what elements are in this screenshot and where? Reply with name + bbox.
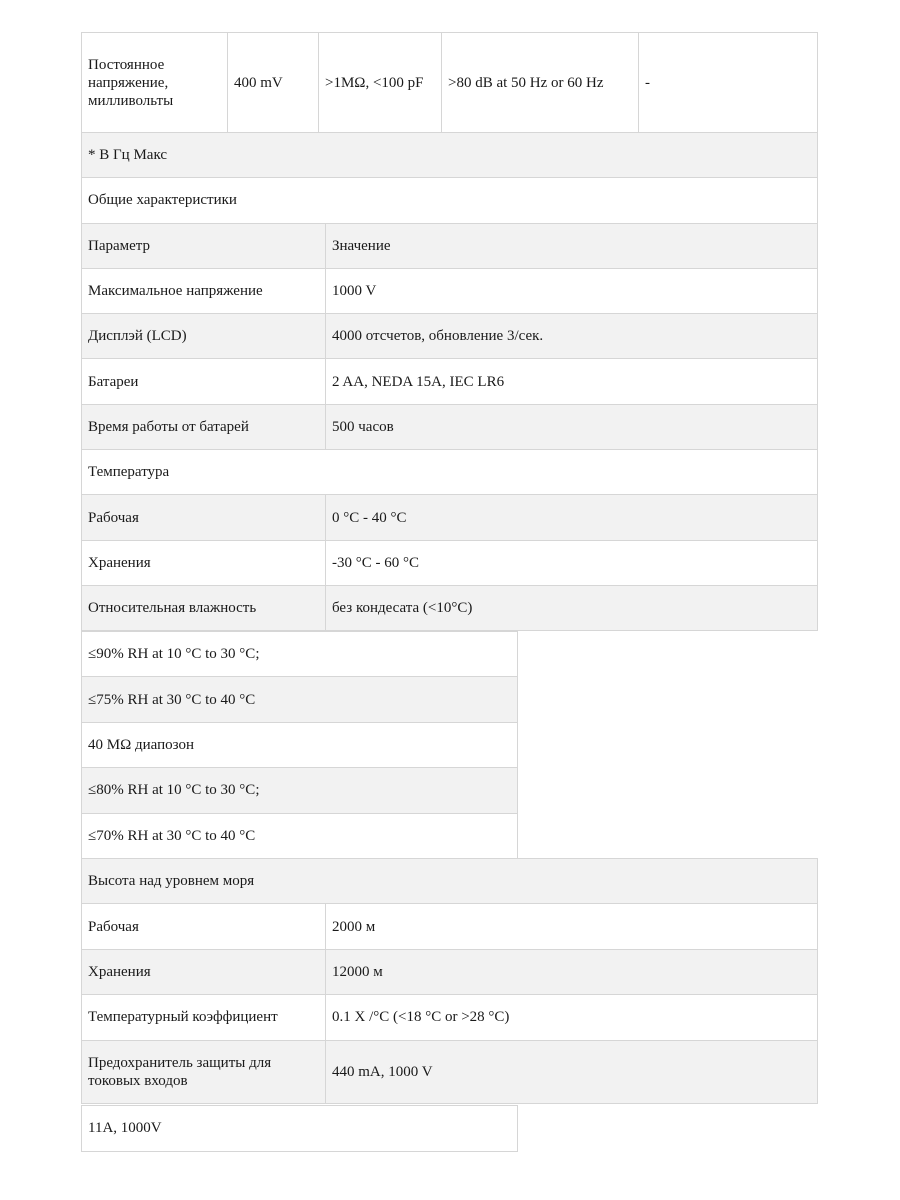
table-row [82,632,518,677]
param-cell: Предохранитель защиты для токовых входов [82,1040,326,1103]
table-row [82,904,818,949]
table-row [82,359,818,404]
table-row [82,1040,818,1103]
section-title: Общие характеристики [82,178,818,223]
value-cell: 500 часов [326,404,818,449]
value-cell: 4000 отсчетов, обновление 3/сек. [326,314,818,359]
param-cell: Время работы от батарей [82,404,326,449]
section-title: Высота над уровнем моря [82,859,818,904]
param-cell: Максимальное напряжение [82,268,326,313]
altitude-specs-table [81,858,818,1104]
table-row [82,1106,518,1152]
param-cell: Батареи [82,359,326,404]
column-header-value: Значение [326,223,818,268]
table-row [82,859,818,904]
table-row [82,949,818,994]
value-cell: 0.1 X /°C (<18 °C or >28 °C) [326,995,818,1040]
param-cell: Хранения [82,949,326,994]
param-cell: Дисплэй (LCD) [82,314,326,359]
value-cell: 440 mA, 1000 V [326,1040,818,1103]
value-cell: 0 °C - 40 °C [326,495,818,540]
param-cell: Хранения [82,540,326,585]
humidity-line: ≤75% RH at 30 °C to 40 °C [82,677,518,722]
fuse-extra-table [81,1105,518,1152]
table-row [82,585,818,630]
table-row [82,450,818,495]
table-row [82,768,518,813]
humidity-line: ≤90% RH at 10 °C to 30 °C; [82,632,518,677]
column-header-param: Параметр [82,223,326,268]
general-specs-table [81,132,818,631]
param-cell: Рабочая [82,495,326,540]
param-cell: Постоянное напряжение, милливольты [82,33,228,133]
param-cell: Температурный коэффициент [82,995,326,1040]
humidity-line: ≤80% RH at 10 °C to 30 °C; [82,768,518,813]
table-row [82,495,818,540]
fuse-extra-cell: 11A, 1000V [82,1106,518,1152]
footnote: * В Гц Макс [82,133,818,178]
table-row [82,133,818,178]
section-title: Температура [82,450,818,495]
value-cell: без кондесата (<10°C) [326,585,818,630]
table-header-row [82,223,818,268]
value-cell: 2000 м [326,904,818,949]
table-row [82,178,818,223]
rejection-cell: >80 dB at 50 Hz or 60 Hz [442,33,639,133]
extra-cell: - [639,33,818,133]
value-cell: -30 °C - 60 °C [326,540,818,585]
humidity-line: ≤70% RH at 30 °C to 40 °C [82,813,518,858]
value-cell: 2 AA, NEDA 15A, IEC LR6 [326,359,818,404]
dc-millivolt-table [81,32,818,133]
table-row [82,995,818,1040]
value-cell: 1000 V [326,268,818,313]
table-row [82,722,518,767]
table-row [82,268,818,313]
table-row [82,33,818,133]
table-row [82,314,818,359]
table-row [82,540,818,585]
humidity-line: 40 MΩ диапозон [82,722,518,767]
param-cell: Рабочая [82,904,326,949]
table-row [82,813,518,858]
impedance-cell: >1MΩ, <100 pF [319,33,442,133]
humidity-details-table [81,631,518,859]
table-row [82,404,818,449]
value-cell: 12000 м [326,949,818,994]
table-row [82,677,518,722]
param-cell: Относительная влажность [82,585,326,630]
range-cell: 400 mV [228,33,319,133]
